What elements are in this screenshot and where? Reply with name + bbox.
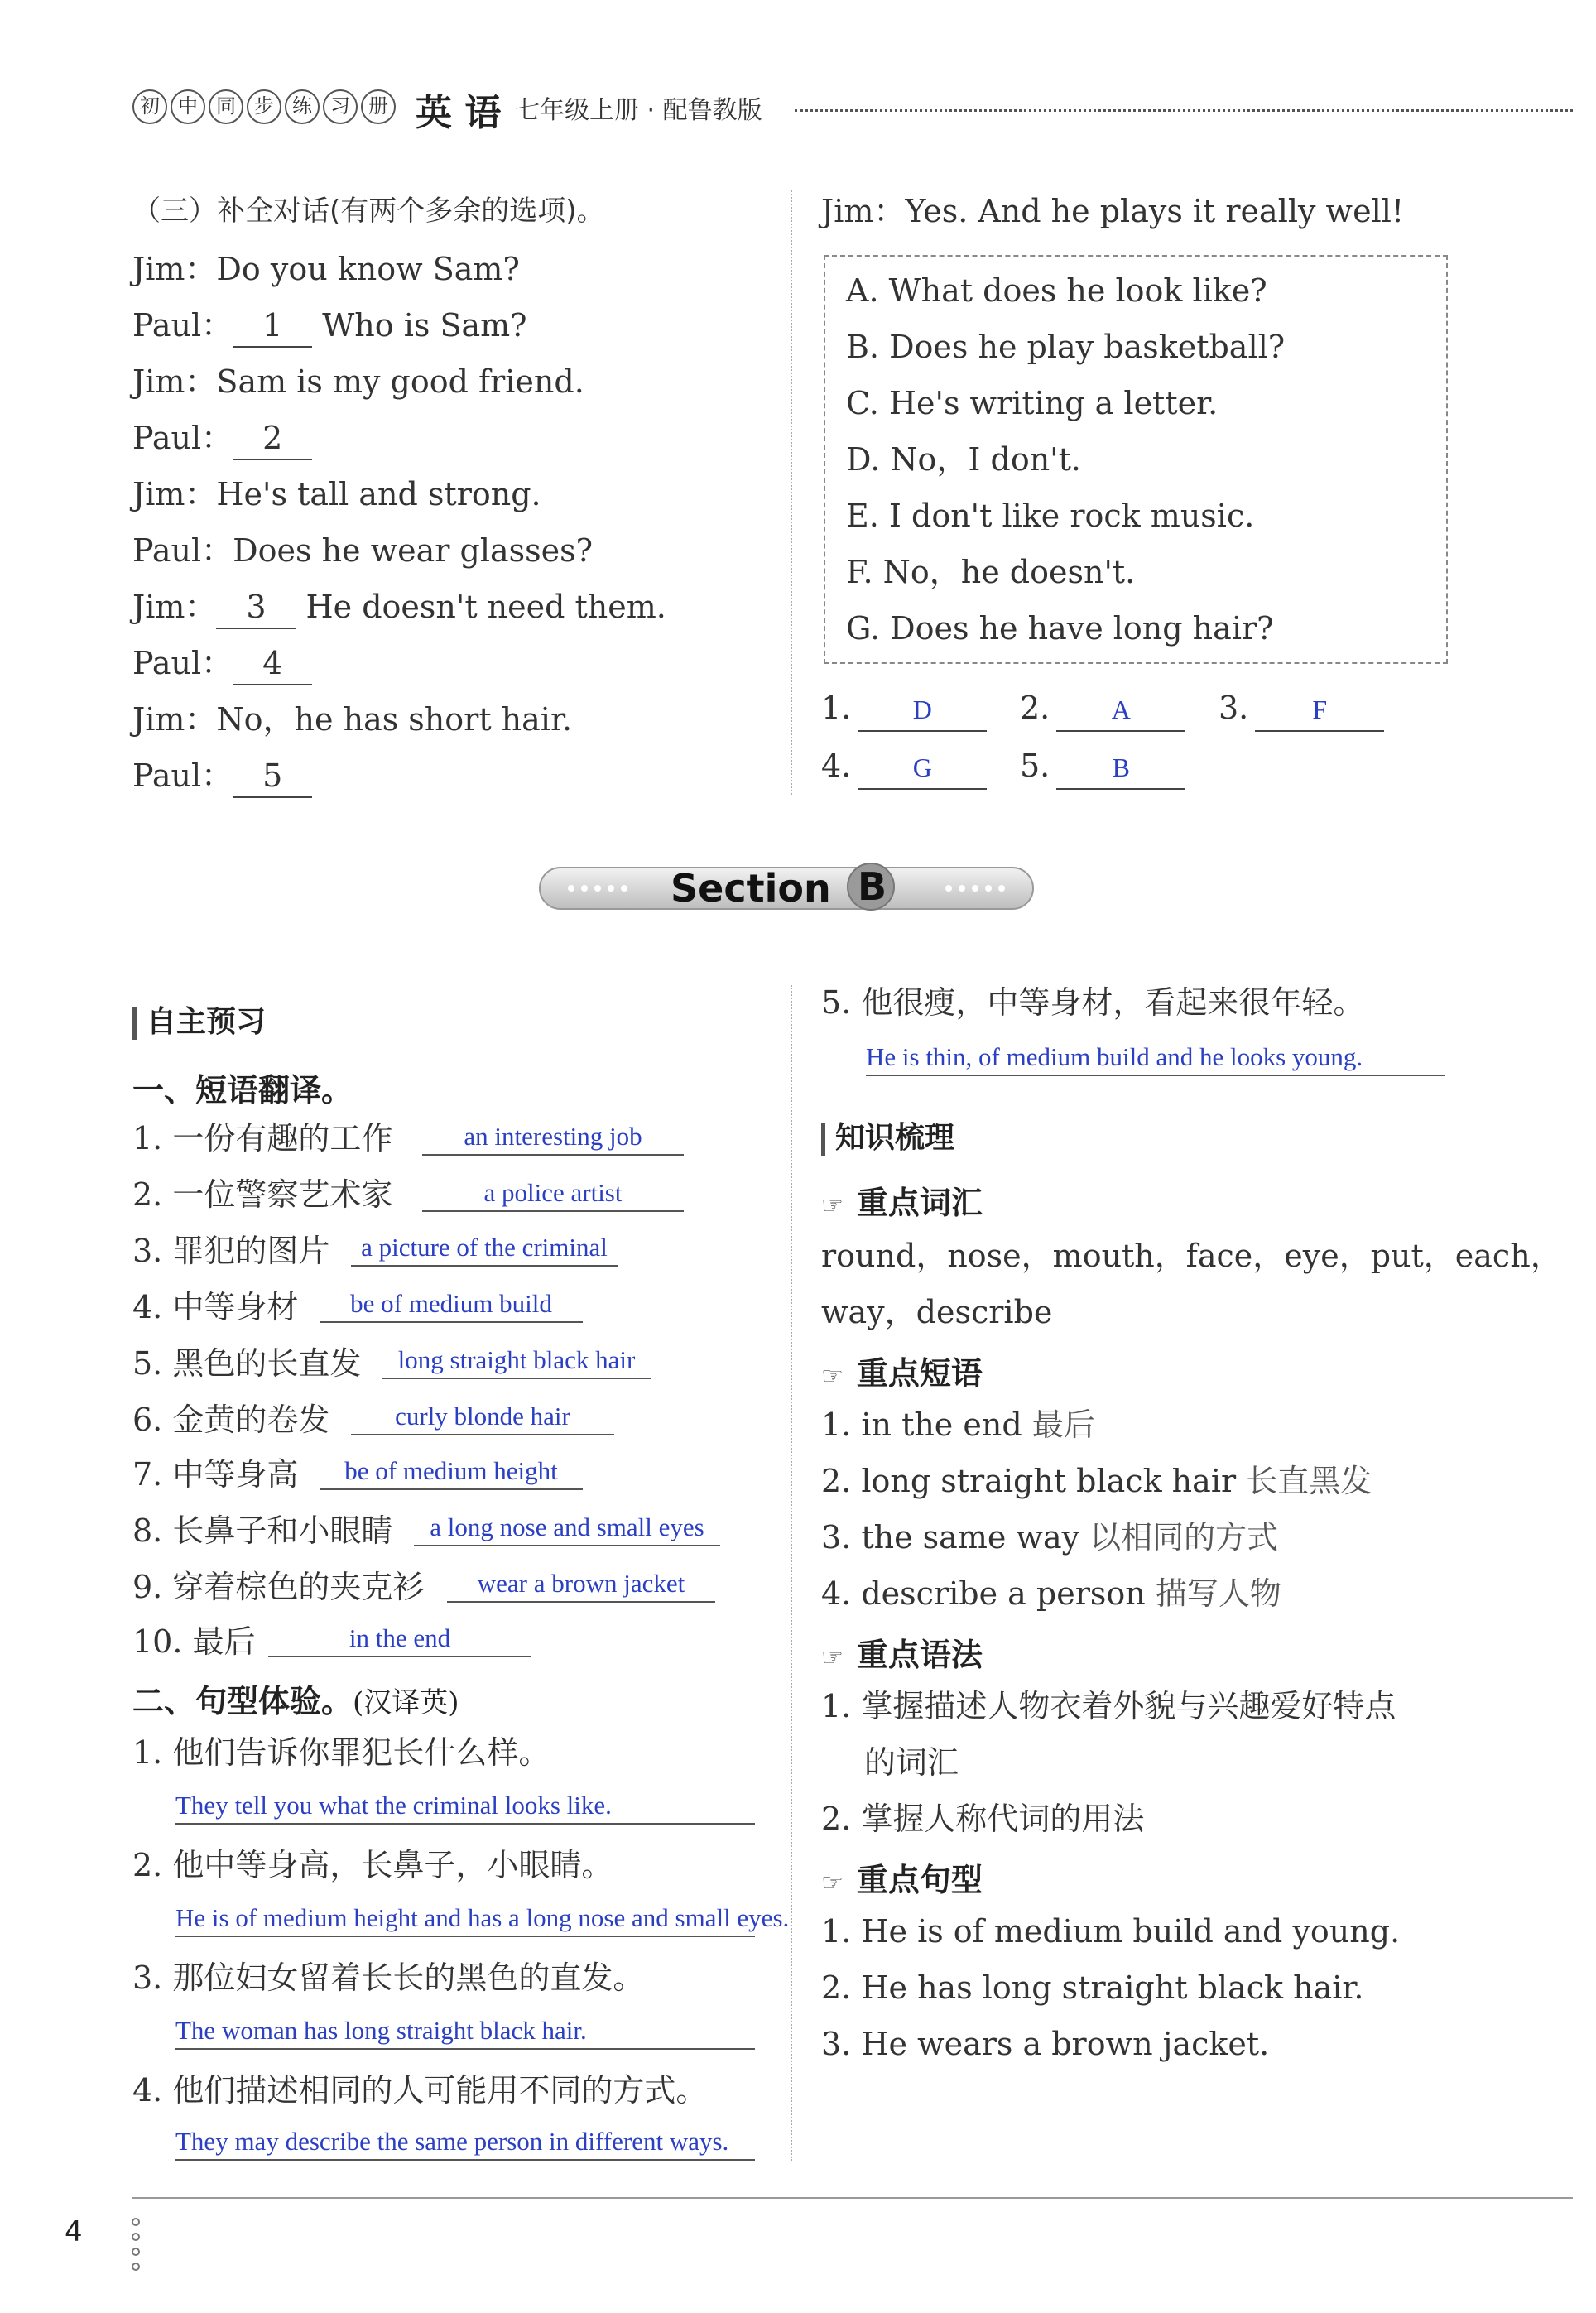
header-dotted-rule [795, 109, 1573, 112]
dialogue-last-line: Jim：Yes. And he plays it really well! [821, 193, 1405, 229]
sentence-item: 2. 他中等身高，长鼻子，小眼睛。 [132, 1847, 613, 1883]
pointing-hand-icon: ☞ [821, 1191, 844, 1220]
series-char: 初 [132, 89, 167, 124]
phrase-item: 7. 中等身高 [132, 1456, 299, 1493]
subject-title: 英 语 [416, 92, 502, 134]
grade-title: 七年级上册 · 配鲁教版 [515, 96, 762, 125]
phrase-title: ☞ 重点短语 [821, 1355, 983, 1392]
series-char: 中 [171, 89, 205, 124]
phrase-item: 2. 一位警察艺术家 [132, 1176, 393, 1213]
pattern-title: ☞ 重点句型 [821, 1862, 983, 1898]
part1-title: 一、短语翻译。 [132, 1072, 353, 1108]
answer-row: 3. F [1219, 687, 1384, 732]
phrase-item: 1. 一份有趣的工作 [132, 1120, 393, 1156]
answer-row: 2. A [1020, 687, 1185, 732]
pattern-item: 2. He has long straight black hair. [821, 1969, 1364, 2006]
series-char: 习 [323, 89, 358, 124]
phrase-answer[interactable]: a police artist [422, 1176, 684, 1212]
tag-bar [132, 1007, 137, 1040]
phrase-answer[interactable]: a long nose and small eyes [414, 1510, 720, 1546]
phrase-answer[interactable]: in the end [268, 1621, 531, 1657]
series-name [132, 89, 399, 124]
phrase-item: 6. 金黄的卷发 [132, 1402, 330, 1438]
key-phrase: 4. describe a person 描写人物 [821, 1575, 1281, 1612]
pointing-hand-icon: ☞ [821, 1643, 844, 1672]
key-phrase: 2. long straight black hair 长直黑发 [821, 1463, 1372, 1499]
phrase-answer[interactable]: long straight black hair [382, 1343, 651, 1379]
sentence-answer[interactable]: The woman has long straight black hair. [175, 2013, 755, 2050]
part2-title: 二、句型体验。(汉译英) [132, 1683, 459, 1719]
option-item: B. Does he play basketball? [846, 329, 1286, 365]
dialogue-line: Jim： 3 He doesn't need them. [132, 586, 666, 629]
option-item: A. What does he look like? [846, 272, 1267, 309]
answer-row: 4. G [821, 745, 987, 790]
grammar-title: ☞ 重点语法 [821, 1637, 983, 1673]
answer-blank[interactable]: G [858, 747, 987, 790]
vocab-line: way，describe [821, 1294, 1053, 1330]
answer-blank[interactable]: 3 [216, 586, 296, 629]
phrase-item: 3. 罪犯的图片 [132, 1233, 330, 1269]
key-phrase: 3. the same way 以相同的方式 [821, 1519, 1279, 1556]
vocab-line: round，nose，mouth，face，eye，put，each， [821, 1238, 1562, 1274]
sentence-item: 5. 他很瘦，中等身材，看起来很年轻。 [821, 984, 1365, 1021]
dialogue-line: Jim：Sam is my good friend. [132, 363, 584, 400]
answer-row: 1. D [821, 687, 987, 732]
option-item: D. No，I don't. [846, 441, 1081, 478]
answer-blank[interactable]: B [1056, 747, 1185, 790]
pointing-hand-icon: ☞ [821, 1868, 844, 1897]
phrase-answer[interactable]: be of medium build [320, 1286, 583, 1323]
section-banner [538, 861, 1035, 916]
knowledge-tag: 知识梳理 [821, 1114, 954, 1156]
dialogue-line: Jim：No，he has short hair. [132, 701, 573, 738]
section-letter: B [858, 864, 887, 909]
dialogue-line: Jim：Do you know Sam? [132, 251, 520, 287]
pattern-item: 1. He is of medium build and young. [821, 1913, 1401, 1950]
sentence-answer[interactable]: He is thin, of medium build and he looks young. [866, 1040, 1445, 1076]
pattern-item: 3. He wears a brown jacket. [821, 2026, 1270, 2062]
answer-blank[interactable]: D [858, 689, 987, 732]
section-word: Section [671, 866, 831, 911]
dialogue-line: Paul： 5 [132, 755, 312, 798]
dialogue-title: （三）补全对话(有两个多余的选项)。 [132, 195, 605, 228]
answer-blank[interactable]: 4 [233, 642, 312, 685]
dialogue-line: Paul： 2 [132, 417, 312, 460]
key-phrase: 1. in the end 最后 [821, 1407, 1095, 1443]
phrase-item: 8. 长鼻子和小眼睛 [132, 1512, 393, 1549]
sentence-answer[interactable]: They may describe the same person in different ways. [175, 2124, 755, 2161]
option-item: F. No，he doesn't. [846, 554, 1136, 590]
series-char: 步 [247, 89, 281, 124]
answer-blank[interactable]: 2 [233, 417, 312, 460]
sentence-item: 4. 他们描述相同的人可能用不同的方式。 [132, 2072, 708, 2109]
dialogue-line: Jim：He's tall and strong. [132, 476, 541, 512]
page-number: 4 [65, 2215, 83, 2248]
phrase-answer[interactable]: be of medium height [320, 1454, 583, 1490]
option-item: E. I don't like rock music. [846, 498, 1255, 534]
option-item: G. Does he have long hair? [846, 610, 1274, 647]
sentence-item: 3. 那位妇女留着长长的黑色的直发。 [132, 1960, 645, 1996]
grammar-item: 1. 掌握描述人物衣着外貌与兴趣爱好特点 [821, 1688, 1396, 1724]
column-divider [791, 190, 792, 795]
answer-blank[interactable]: F [1255, 689, 1384, 732]
phrase-answer[interactable]: an interesting job [422, 1119, 684, 1156]
binding-dots-shape [129, 2215, 142, 2275]
phrase-item: 5. 黑色的长直发 [132, 1345, 362, 1382]
answer-row: 5. B [1020, 745, 1185, 790]
binding-dots [129, 2215, 142, 2278]
sentence-answer[interactable]: He is of medium height and has a long nose and small eyes. [175, 1901, 755, 1937]
answer-blank[interactable]: 5 [233, 755, 312, 798]
preview-tag: 自主预习 [132, 998, 266, 1041]
vocab-title: ☞ 重点词汇 [821, 1185, 983, 1221]
dialogue-line: Paul： 1 Who is Sam? [132, 305, 527, 348]
footer-rule [132, 2197, 1573, 2199]
dialogue-line: Paul：Does he wear glasses? [132, 532, 594, 569]
series-char: 练 [285, 89, 320, 124]
pointing-hand-icon: ☞ [821, 1362, 844, 1391]
grammar-item: 2. 掌握人称代词的用法 [821, 1801, 1145, 1837]
phrase-item: 10. 最后 [132, 1623, 256, 1660]
sentence-item: 1. 他们告诉你罪犯长什么样。 [132, 1734, 550, 1771]
option-item: C. He's writing a letter. [846, 385, 1219, 421]
phrase-item: 9. 穿着棕色的夹克衫 [132, 1569, 425, 1605]
sentence-answer[interactable]: They tell you what the criminal looks like. [175, 1788, 755, 1825]
answer-blank[interactable]: 1 [233, 305, 312, 348]
phrase-answer[interactable]: curly blonde hair [351, 1399, 614, 1435]
page-header [132, 86, 1573, 132]
grammar-item-cont: 的词汇 [864, 1744, 959, 1781]
phrase-answer[interactable]: wear a brown jacket [447, 1566, 715, 1603]
answer-blank[interactable]: A [1056, 689, 1185, 732]
tag-bar [821, 1123, 825, 1156]
dialogue-line: Paul： 4 [132, 642, 312, 685]
series-char: 册 [361, 89, 396, 124]
phrase-answer[interactable]: a picture of the criminal [351, 1230, 618, 1267]
column-divider [791, 985, 792, 2161]
phrase-item: 4. 中等身材 [132, 1289, 299, 1325]
series-char: 同 [209, 89, 243, 124]
